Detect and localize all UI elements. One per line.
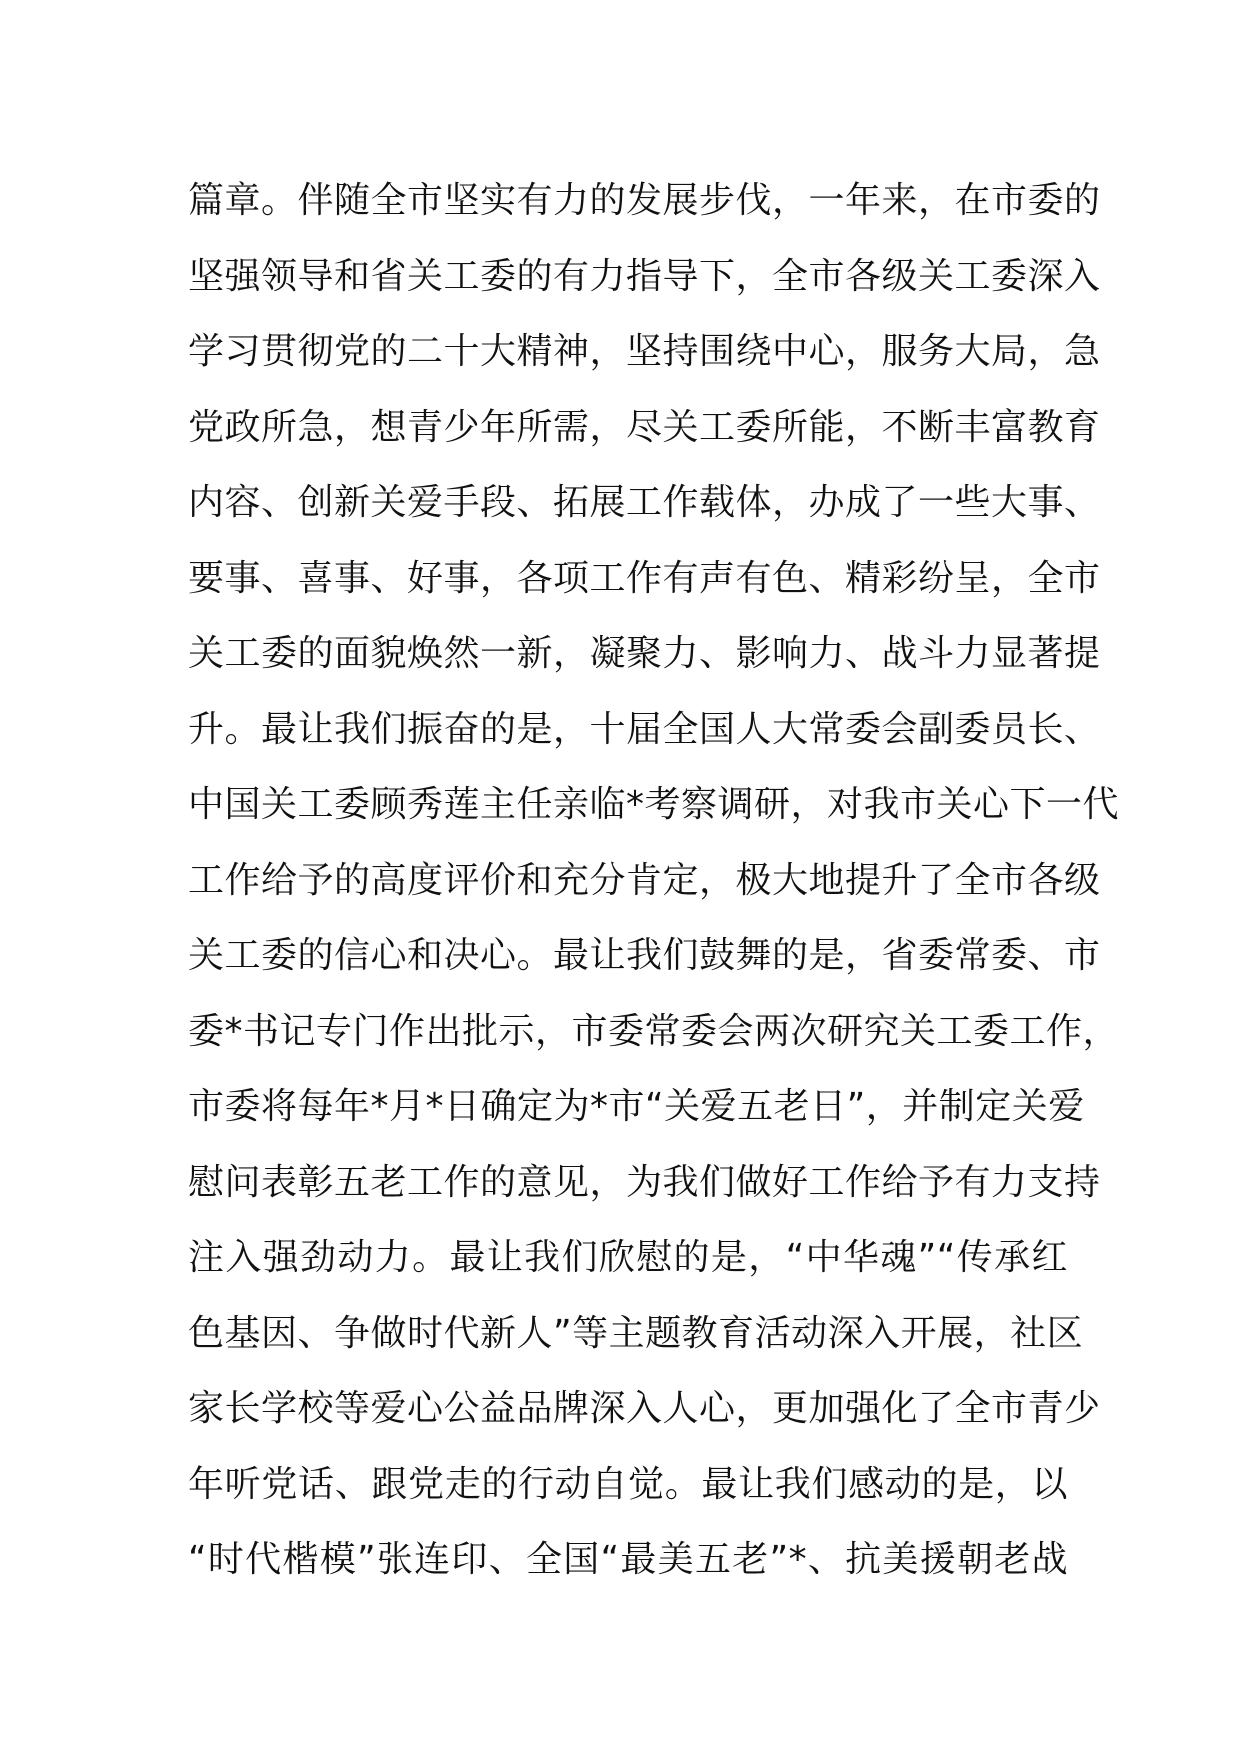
text-line: 中国关工委顾秀莲主任亲临*考察调研，对我市关心下一代 — [188, 784, 1120, 825]
text-line: 慰问表彰五老工作的意见，为我们做好工作给予有力支持 — [188, 1161, 1101, 1203]
text-line: 注入强劲动力。最让我们欣慰的是，“中华魂”“传承红 — [188, 1237, 1068, 1278]
text-line: 委*书记专门作出批示，市委常委会两次研究关工委工作， — [188, 1010, 1120, 1052]
text-line: 关工委的面貌焕然一新，凝聚力、影响力、战斗力显著提 — [188, 633, 1101, 674]
text-line: 学习贯彻党的二十大精神，坚持围绕中心，服务大局，急 — [188, 331, 1101, 372]
text-line: 家长学校等爱心公益品牌深入人心，更加强化了全市青少 — [188, 1388, 1101, 1429]
text-line: 工作给予的高度评价和充分肯定，极大地提升了全市各级 — [188, 859, 1101, 901]
text-line: 坚强领导和省关工委的有力指导下，全市各级关工委深入 — [188, 255, 1101, 297]
text-line: 关工委的信心和决心。最让我们鼓舞的是，省委常委、市 — [188, 935, 1101, 976]
text-line: 年听党话、跟党走的行动自觉。最让我们感动的是，以 — [188, 1463, 1068, 1505]
text-line: 党政所急，想青少年所需，尽关工委所能，不断丰富教育 — [188, 406, 1101, 448]
text-line: 篇章。伴随全市坚实有力的发展步伐，一年来，在市委的 — [188, 180, 1101, 221]
text-line: 色基因、争做时代新人”等主题教育活动深入开展，社区 — [188, 1312, 1084, 1354]
text-line: 升。最让我们振奋的是，十届全国人大常委会副委员长、 — [188, 708, 1101, 750]
text-line: 内容、创新关爱手段、拓展工作载体，办成了一些大事、 — [188, 482, 1101, 523]
body-text — [188, 163, 1120, 1598]
text-line: 要事、喜事、好事，各项工作有声有色、精彩纷呈，全市 — [188, 557, 1101, 599]
text-line: 市委将每年*月*日确定为*市“关爱五老日”，并制定关爱 — [188, 1086, 1085, 1127]
text-line: “时代楷模”张连印、全国“最美五老”*、抗美援朝老战 — [188, 1539, 1068, 1580]
